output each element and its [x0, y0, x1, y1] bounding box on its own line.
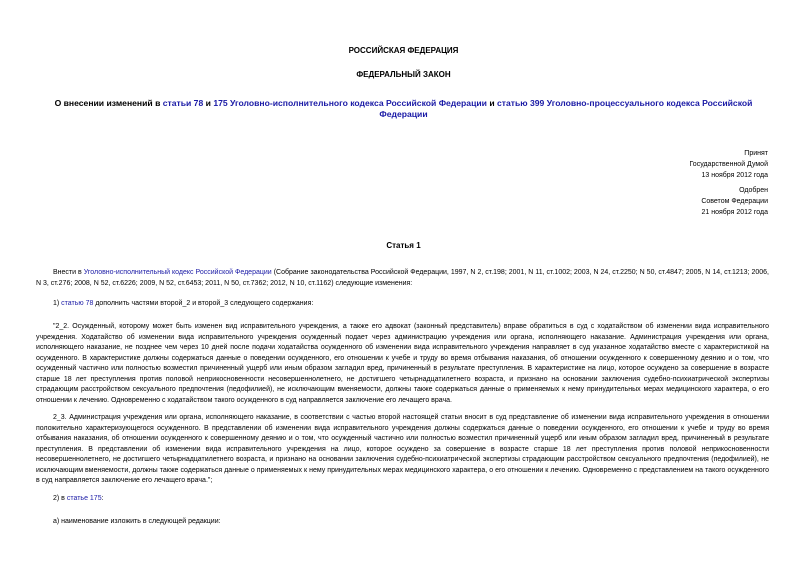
link-uik[interactable]: Уголовно-исполнительный кодекс Российской Федерации [83, 269, 272, 276]
item-2a-paragraph: а) наименование изложить в следующей редакции: [53, 518, 221, 525]
article-heading: Статья 1 [386, 241, 421, 250]
approval-line: Советом Федерации [701, 198, 768, 205]
link-article-78-item[interactable]: статью 78 [61, 300, 94, 307]
approval-line: Одобрен [739, 187, 768, 194]
link-article-175-uik[interactable]: 175 Уголовно-исполнительного кодекса Российской Федерации [213, 98, 487, 108]
part-2-2-paragraph: "2_2. Осужденный, которому может быть изменен вид исправительного учреждения, а также его адвокат (законный представитель) вправе обратиться в суд с ходатайством об изменении вида исправительного учреждения. Ходатайство об изменении вида исправительного учреждения осужденный подает через администрацию учреждения или органа, исполняющего наказание. Администрация учреждения или органа, исполняющего наказание, не позднее чем через 10 дней после подачи ходатайства осужденного об изменении вида исправительного учреждения направляет в суд указанное ходатайство вместе с характеристикой на осужденного. В характеристике должны содержаться данные о поведении осужденного, его отношении к учебе и труду во время отбывания наказания, об отношении осужденного к совершенному деянию и о том, что осужденный частично или полностью возместил причиненный ущерб или иным образом загладил вред, причиненный в результате преступления. В характеристике на лицо, которое осуждено за совершение в возрасте старше 18 лет преступления против половой неприкосновенности несовершеннолетнего, не достигшего четырнадцатилетнего возраста, и признано на основании заключения судебно-психиатрической экспертизы страдающим расстройством сексуального предпочтения (педофилией), не исключающим вменяемости, должны также содержаться данные о применяемых к нему принудительных мерах медицинского характера, о его отношении к лечению. Одновременно с ходатайством такого осужденного в суд направляется заключение его лечащего врача. [36, 323, 769, 404]
link-article-399-upk[interactable]: статью 399 Уголовно-процессуального кодекса Российской Федерации [379, 98, 753, 119]
part-2-3-paragraph: 2_3. Администрация учреждения или органа, исполняющего наказание, в соответствии с частью второй настоящей статьи вносит в суд представление об изменении вида исправительного учреждения в отношении положительно характеризующегося осужденного. В представлении об изменении вида исправительного учреждения должны содержаться данные о поведении осужденного, его отношении к учебе и труду во время отбывания наказания, об отношении осужденного к совершенному деянию и о том, что осужденный частично или полностью возместил причиненный ущерб или иным образом загладил вред, причиненный в результате преступления. В представлении об изменении вида исправительного учреждения на лицо, которое осуждено за совершение в возрасте старше 18 лет преступления против половой неприкосновенности несовершеннолетнего, не достигшего четырнадцатилетнего возраста, и признано на основании заключения судебно-психиатрической экспертизы страдающим расстройством сексуального предпочтения (педофилией), не исключающим вменяемости, должны также содержаться данные о применяемых к нему принудительных мерах медицинского характера, о его отношении к лечению. Одновременно с представлением на такого осужденного в суд направляется заключение его лечащего врача."; [36, 414, 769, 484]
adoption-block [689, 148, 768, 181]
link-article-78[interactable]: статьи 78 [162, 98, 204, 108]
adoption-line: Государственной Думой [689, 161, 768, 168]
title-text-2: и [203, 98, 214, 108]
item-2-text-1: 2) в [53, 495, 67, 502]
document-type-heading: ФЕДЕРАЛЬНЫЙ ЗАКОН [356, 70, 451, 79]
approval-block [701, 185, 768, 218]
approval-line: 21 ноября 2012 года [701, 209, 768, 216]
title-text-3: и [486, 98, 497, 108]
intro-text-1: Внести в [53, 269, 84, 276]
item-2-paragraph [36, 494, 769, 505]
item-1-paragraph [36, 299, 769, 310]
title-text-1: О внесении изменений в [54, 98, 163, 108]
item-1-text-1: 1) [53, 300, 62, 307]
intro-text-2: (Собрание законодательства Российской Федерации, 1997, N 2, ст.198; 2001, N 11, ст.1002; 2003, N 24, ст.2250; N 50, ст.4847; 2005, N 14, ст.1213; 2006, N 3, ст.276; 2008, N 52, ст.6226; 2009, N 52, ст.6453; 2011, N 50, ст.7362; 2012, N 10, ст.1162) следующие изменения: [36, 269, 769, 287]
item-1-text-2: дополнить частями второй_2 и второй_3 следующего содержания: [93, 300, 314, 307]
link-article-175-item[interactable]: статье 175 [66, 495, 102, 502]
country-heading: РОССИЙСКАЯ ФЕДЕРАЦИЯ [348, 46, 459, 55]
adoption-line: 13 ноября 2012 года [701, 172, 768, 179]
intro-paragraph [36, 268, 769, 289]
item-2-text-2: : [101, 495, 104, 502]
adoption-line: Принят [744, 150, 768, 157]
law-title [36, 98, 771, 120]
